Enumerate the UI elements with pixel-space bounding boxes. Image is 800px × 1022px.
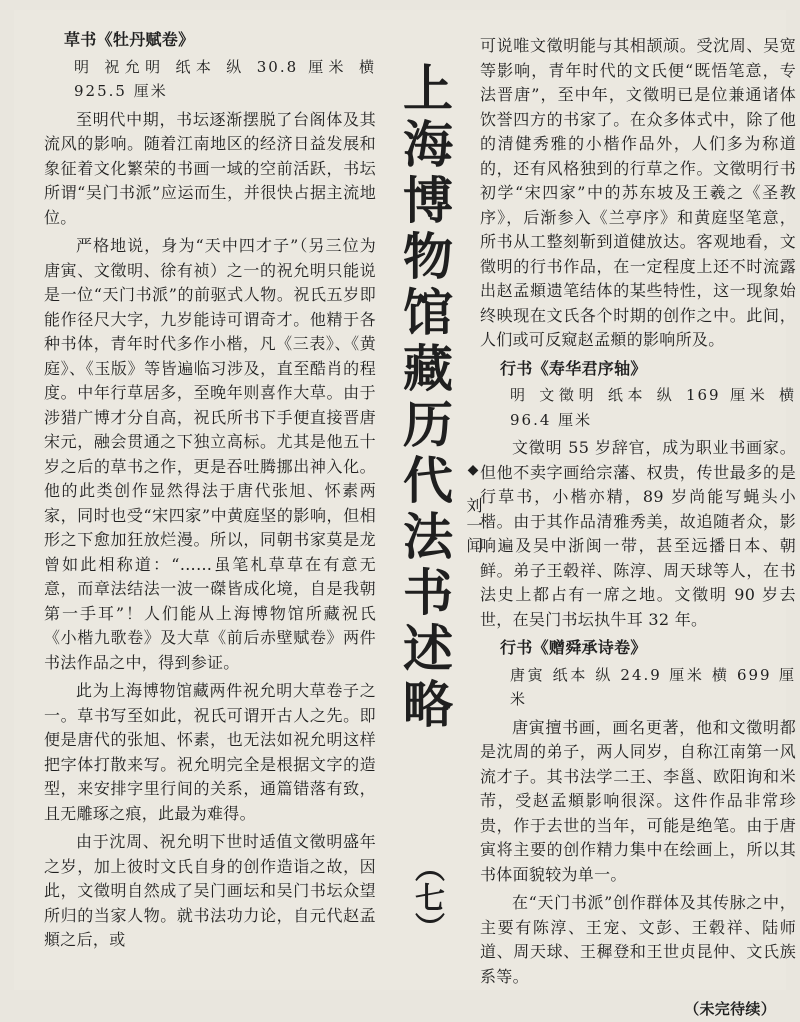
- paragraph: 文徵明 55 岁辞官，成为职业书画家。但他不卖字画给宗藩、权贵，传世最多的是行草书，小楷亦精，89 岁尚能写蝇头小楷。由于其作品清雅秀美，故追随者众，影响遍及吴中浙闽一带，甚至远播日本、朝鲜。弟子王毂祥、陈淳、周天球等人，在书法史上都占有一席之地。文徵明 90 岁去世，在吴门书坛执牛耳 32 年。: [480, 438, 796, 629]
- work-title-peony-fu: 草书《牡丹赋卷》: [64, 30, 195, 49]
- article-title: 上海博物馆藏历代法书述略: [395, 62, 453, 734]
- paragraph: 可说唯文徵明能与其相颉颃。受沈周、吴宽等影响，青年时代的文氏便“既悟笔意，专法晋唐”，至中年，文徵明已是位兼通诸体饮誉四方的书家了。在众多体式中，除了他的清健秀雅的小楷作品外，人们多为称道的，还有风格独到的行草之作。文徵明行书初学“宋四家”中的苏东坡及王羲之《圣教序》，后渐参入《兰亭序》和黄庭坚笔意，所书从工整刻靳到道健放达。客观地看，文徵明的行书作品，在一定程度上还不时流露出赵孟頫遗笔结体的某些特性，这一现象始终映现在文氏各个时期的创作之中。此间，人们或可反窥赵孟頫的影响所及。: [480, 36, 796, 349]
- headline-column: [388, 62, 483, 942]
- newspaper-page: [14, 10, 796, 1018]
- paragraph: 此为上海博物馆藏两件祝允明大草卷子之一。草书写至如此，祝氏可谓开古人之先。即便是唐代的张旭、怀素，也无法如祝允明这样把字体打散来写。祝允明完全是根据文字的造型，来安排字里行间的关系，通篇错落有致，且无雕琢之痕，此最为难得。: [44, 681, 376, 823]
- right-column: [480, 34, 796, 1018]
- work-meta-zengshun: 唐寅 纸本 纵 24.9 厘米 横 699 厘米: [510, 665, 796, 708]
- left-column: [44, 26, 376, 978]
- paragraph: 严格地说，身为“天中四才子”（另三位为唐寅、文徵明、徐有祯）之一的祝允明只能说是一位“天门书派”的前驱式人物。祝氏五岁即能作径尺大字，九岁能诗可谓奇才。他精于各种书体，青年时代多作小楷，凡《三表》、《黄庭》、《玉版》等皆遍临习涉及，直至酷肖的程度。中年行草居多，至晚年则喜作大草。由于涉猎广博才分自高，祝氏所书下手便直接晋唐宋元，融会贯通之下独立高标。尤其是他五十岁之后的草书之作，更是吞吐腾挪出神入化。他的此类创作显然得法于唐代张旭、怀素两家，同时也受“宋四家”中黄庭坚的影响，但相形之下愈加狂放烂漫。所以，同朝书家莫是龙曾如此相称道：“……虽笔札草草在有意无意，而章法结法一波一磔皆成化境，自是我朝第一手耳”！人们能从上海博物馆所藏祝氏《小楷九歌卷》及大草《前后赤壁赋卷》两件书法作品之中，得到参证。: [44, 236, 376, 672]
- work-title-shouhua: 行书《寿华君序轴》: [500, 358, 647, 378]
- paragraph: 至明代中期，书坛逐渐摆脱了台阁体及其流风的影响。随着江南地区的经济日益发展和象征着文化繁荣的书画一域的空前活跃，书坛所谓“吴门书派”应运而生，并很快占据主流地位。: [44, 109, 376, 227]
- series-part: （七）: [409, 852, 444, 942]
- diamond-icon: ◆: [465, 462, 481, 482]
- author-name: 刘一闻: [464, 497, 483, 558]
- work-title-zengshun: 行书《赠舜承诗卷》: [500, 638, 647, 657]
- paragraph: 唐寅擅书画，画名更著，他和文徵明都是沈周的弟子，两人同岁，自称江南第一风流才子。其书法学二王、李邕、欧阳询和米芾，受赵孟頫影响很深。这件作品非常珍贵，作于去世的当年，可能是绝笔。由于唐寅将主要的创作精力集中在绘画上，所以其书体面貌较为单一。: [480, 717, 796, 884]
- work-meta-shouhua: 明 文徵明 纸本 纵 169 厘米 横 96.4 厘米: [510, 386, 796, 429]
- work-meta-peony-fu: 明 祝允明 纸本 纵 30.8 厘米 横 925.5 厘米: [74, 57, 376, 100]
- paragraph: 由于沈周、祝允明下世时适值文徵明盛年之岁，加上彼时文氏自身的创作造诣之故，因此，文徵明自然成了吴门画坛和吴门书坛众望所归的当家人物。就书法功力论，自元代赵孟頫之后，或: [44, 832, 376, 949]
- to-be-continued: （未完待续）: [684, 1000, 776, 1018]
- paragraph: 在“天门书派”创作群体及其传脉之中，主要有陈淳、王宠、文彭、王毂祥、陆师道、周天球、王穉登和王世贞昆仲、文氏族系等。: [480, 893, 796, 986]
